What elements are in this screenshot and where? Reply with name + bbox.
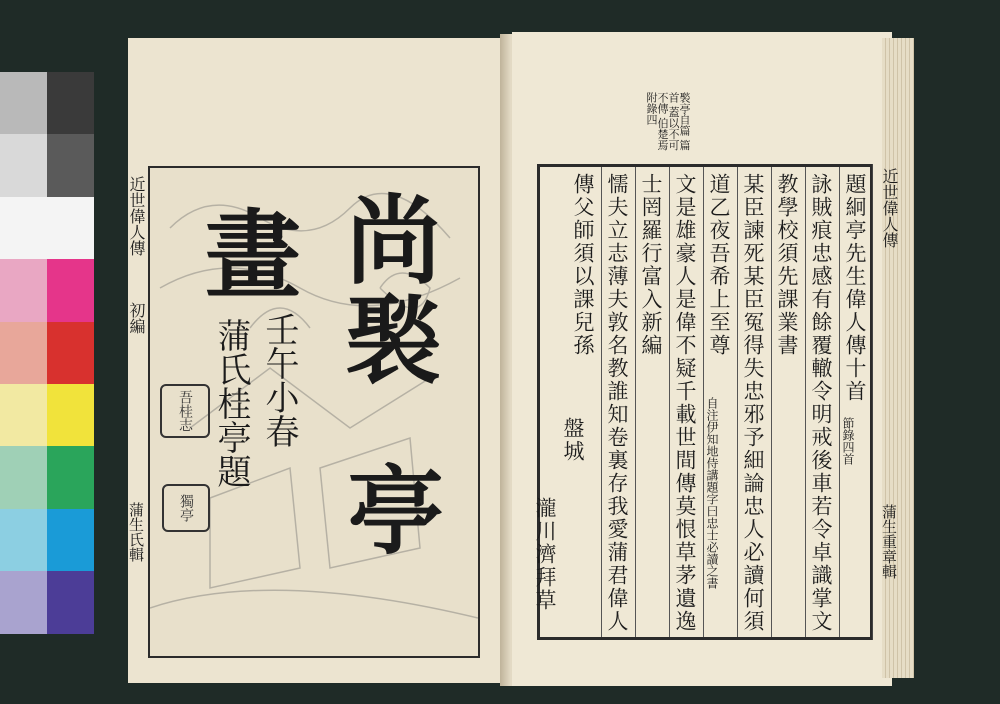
header-note: 褧亭自篇 篇首 蓋以不可不傳 伯楚焉 附錄四 [645, 92, 691, 151]
color-swatch [0, 322, 47, 384]
spine-title: 近世偉人傳 [127, 176, 146, 256]
color-swatch [47, 384, 94, 446]
color-swatch [47, 322, 94, 384]
text-column: 自注伊知地侍講題字曰忠士必讀之書 [705, 397, 719, 589]
inscription-date: 壬午小春 [259, 312, 299, 448]
text-column: 懦夫立志薄夫敦名教誰知卷裏存我愛蒲君偉人 [605, 173, 629, 633]
edge-author: 蒲生重章輯 [880, 504, 898, 579]
color-swatch [47, 259, 94, 321]
color-swatch [47, 72, 94, 134]
red-seal-stamp: 吾桂志 [160, 384, 210, 438]
title-column-main: 尚褧 [330, 190, 443, 390]
text-column: 士罔羅行富入新編 [639, 173, 663, 357]
text-column: 道乙夜吾希上至尊 [707, 173, 731, 357]
color-swatch [0, 259, 47, 321]
left-spine-label [128, 172, 149, 642]
text-column: 傳父師須以課兒孫 [571, 173, 595, 357]
text-column: 某臣諫死某臣冤得失忠邪予細論忠人必讀何須 [741, 173, 765, 633]
color-swatch [0, 134, 47, 196]
spine-author: 蒲生氏輯 [127, 502, 145, 562]
text-column: 瀧川濟拜草 [533, 497, 557, 612]
right-spine-label [872, 164, 909, 640]
text-column: 文是雄豪人是偉不疑千載世間傳莫恨草茅遺逸 [673, 173, 697, 633]
square-seal-stamp: 獨亭 [162, 484, 210, 532]
color-calibration-strip [0, 72, 94, 634]
color-swatch [47, 571, 94, 633]
color-swatch [0, 384, 47, 446]
color-swatch [47, 197, 94, 259]
edge-title: 近世偉人傳 [880, 168, 899, 248]
color-swatch [0, 509, 47, 571]
color-swatch [0, 571, 47, 633]
text-column: 教學校須先課業書 [775, 173, 799, 357]
color-swatch [0, 197, 47, 259]
color-swatch [0, 72, 47, 134]
text-frame [533, 164, 873, 640]
text-column: 題絅亭先生偉人傳十首 [843, 173, 867, 403]
text-column: 盤城 [561, 417, 585, 463]
spine-subtitle: 初編 [127, 302, 146, 334]
color-swatch [47, 509, 94, 571]
color-swatch [0, 446, 47, 508]
text-column: 詠賊痕忠感有餘覆轍令明戒後車若令卓識掌文 [809, 173, 833, 633]
color-swatch [47, 134, 94, 196]
text-column: 節錄四首 [841, 417, 855, 465]
title-column-end: 亭 [332, 460, 445, 556]
inscription-signature: 蒲氏桂亭題 [211, 318, 251, 488]
color-swatch [47, 446, 94, 508]
title-painting-char: 畫 [205, 199, 301, 312]
